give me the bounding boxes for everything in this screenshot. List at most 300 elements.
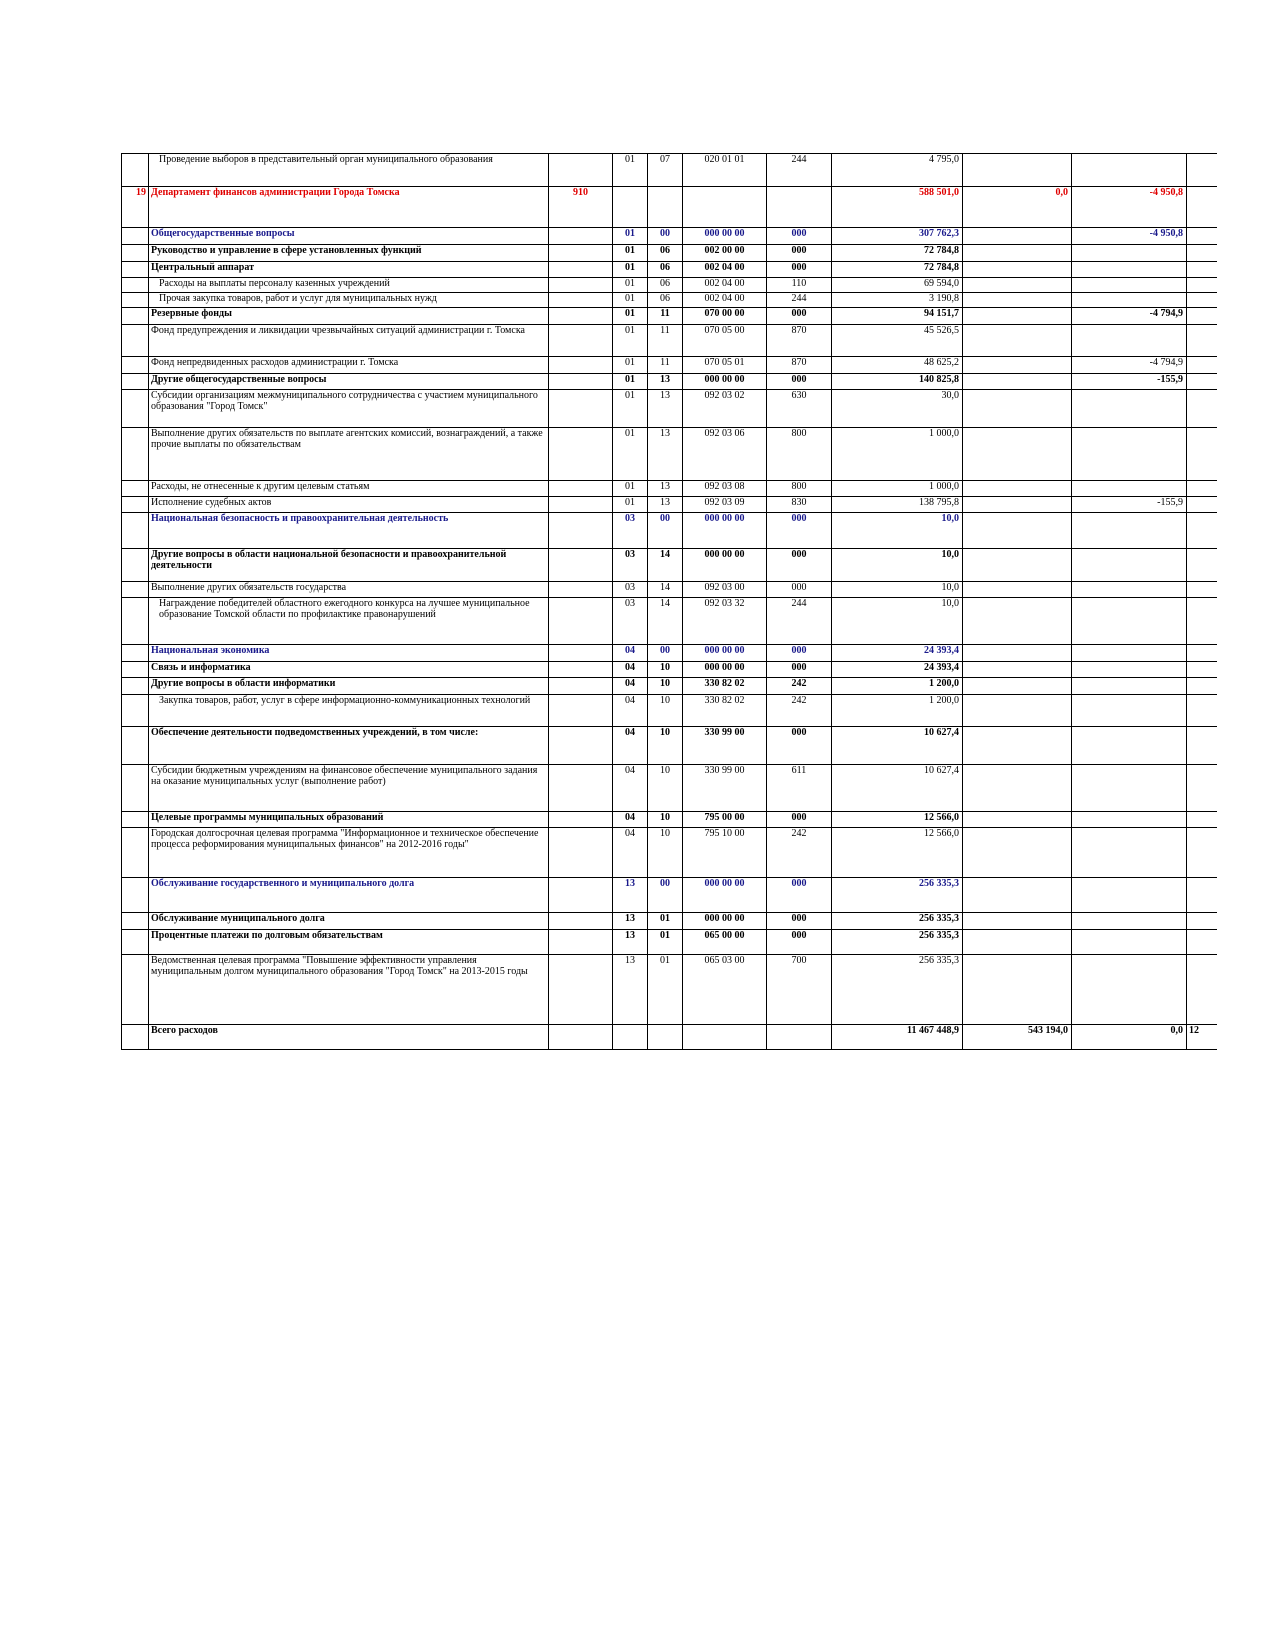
row-change-2 (1072, 828, 1187, 878)
row-change-2 (1072, 695, 1187, 727)
row-number (122, 325, 149, 357)
row-name: Руководство и управление в сфере установленных функций (149, 245, 549, 262)
budget-table (121, 153, 1217, 1050)
row-target-article: 000 00 00 (683, 228, 767, 245)
row-ved-code (549, 293, 613, 308)
row-name: Фонд непредвиденных расходов администрации г. Томска (149, 357, 549, 374)
row-target-article: 330 99 00 (683, 727, 767, 765)
row-section-code: 01 (613, 154, 648, 187)
row-number (122, 154, 149, 187)
table-row (122, 930, 1217, 955)
row-target-article (683, 1025, 767, 1050)
row-section-code: 01 (613, 428, 648, 481)
row-number (122, 598, 149, 645)
row-subsection-code (648, 187, 683, 228)
row-expense-type: 830 (767, 497, 832, 513)
row-name: Субсидии организациям межмуниципального сотрудничества с участием муниципального образования "Город Томск" (149, 390, 549, 428)
row-number (122, 245, 149, 262)
row-name: Городская долгосрочная целевая программа "Информационное и техническое обеспечение процесса реформирования муниципальных финансов" на 2012-2016 годы" (149, 828, 549, 878)
row-name: Награждение победителей областного ежегодного конкурса на лучшее муниципальное образование Томской области по профилактике правонарушений (149, 598, 549, 645)
row-amount: 11 467 448,9 (832, 1025, 963, 1050)
row-name: Департамент финансов администрации Города Томска (149, 187, 549, 228)
row-amount: 69 594,0 (832, 278, 963, 293)
row-amount: 307 762,3 (832, 228, 963, 245)
row-subsection-code: 13 (648, 428, 683, 481)
row-ved-code (549, 513, 613, 549)
row-subsection-code: 01 (648, 913, 683, 930)
row-target-article: 330 99 00 (683, 765, 767, 812)
row-change-2 (1072, 955, 1187, 1025)
row-change-1 (963, 955, 1072, 1025)
row-number (122, 678, 149, 695)
row-change-2 (1072, 428, 1187, 481)
row-change-2: 0,0 (1072, 1025, 1187, 1050)
row-subsection-code: 11 (648, 308, 683, 325)
row-target-article: 065 03 00 (683, 955, 767, 1025)
row-number (122, 374, 149, 390)
row-subsection-code: 10 (648, 727, 683, 765)
row-number (122, 428, 149, 481)
table-row (122, 513, 1217, 549)
row-ved-code (549, 765, 613, 812)
row-subsection-code: 10 (648, 765, 683, 812)
row-name: Всего расходов (149, 1025, 549, 1050)
row-ved-code (549, 812, 613, 828)
table-row (122, 497, 1217, 513)
row-amount: 24 393,4 (832, 645, 963, 662)
row-ved-code (549, 481, 613, 497)
row-amount: 256 335,3 (832, 878, 963, 913)
row-section-code: 01 (613, 293, 648, 308)
table-row (122, 262, 1217, 278)
row-change-2 (1072, 582, 1187, 598)
row-expense-type: 000 (767, 662, 832, 678)
row-amount: 45 526,5 (832, 325, 963, 357)
row-change-1 (963, 930, 1072, 955)
row-name: Выполнение других обязательств государства (149, 582, 549, 598)
row-number (122, 1025, 149, 1050)
table-row (122, 727, 1217, 765)
row-change-3 (1187, 228, 1217, 245)
row-section-code: 04 (613, 727, 648, 765)
row-change-2: -155,9 (1072, 374, 1187, 390)
row-ved-code (549, 390, 613, 428)
table-row (122, 582, 1217, 598)
row-expense-type: 244 (767, 293, 832, 308)
row-section-code: 03 (613, 582, 648, 598)
row-number (122, 278, 149, 293)
row-number (122, 513, 149, 549)
table-row (122, 308, 1217, 325)
row-change-1 (963, 293, 1072, 308)
row-ved-code (549, 727, 613, 765)
row-change-1 (963, 325, 1072, 357)
row-ved-code (549, 662, 613, 678)
row-section-code: 01 (613, 390, 648, 428)
row-amount: 10,0 (832, 549, 963, 582)
row-number (122, 308, 149, 325)
row-target-article: 000 00 00 (683, 645, 767, 662)
row-amount: 12 566,0 (832, 828, 963, 878)
row-amount: 72 784,8 (832, 245, 963, 262)
row-ved-code (549, 325, 613, 357)
table-row (122, 228, 1217, 245)
row-change-1 (963, 582, 1072, 598)
row-subsection-code: 11 (648, 357, 683, 374)
row-amount: 24 393,4 (832, 662, 963, 678)
row-section-code: 04 (613, 828, 648, 878)
row-section-code: 01 (613, 481, 648, 497)
row-change-3 (1187, 374, 1217, 390)
row-amount: 140 825,8 (832, 374, 963, 390)
row-change-1 (963, 662, 1072, 678)
row-change-3 (1187, 645, 1217, 662)
table-row (122, 374, 1217, 390)
row-number (122, 727, 149, 765)
row-change-2 (1072, 481, 1187, 497)
row-change-1 (963, 598, 1072, 645)
row-expense-type: 870 (767, 325, 832, 357)
table-row (122, 154, 1217, 187)
row-amount: 48 625,2 (832, 357, 963, 374)
row-change-3 (1187, 662, 1217, 678)
row-name: Другие вопросы в области информатики (149, 678, 549, 695)
row-subsection-code: 13 (648, 481, 683, 497)
row-change-3 (1187, 955, 1217, 1025)
row-amount: 94 151,7 (832, 308, 963, 325)
row-name: Центральный аппарат (149, 262, 549, 278)
row-change-2 (1072, 293, 1187, 308)
table-row (122, 481, 1217, 497)
row-change-2 (1072, 278, 1187, 293)
row-expense-type: 000 (767, 228, 832, 245)
row-number (122, 695, 149, 727)
row-number (122, 878, 149, 913)
row-change-2 (1072, 549, 1187, 582)
row-change-1 (963, 549, 1072, 582)
row-change-2 (1072, 678, 1187, 695)
table-row (122, 245, 1217, 262)
row-target-article: 330 82 02 (683, 678, 767, 695)
table-row (122, 278, 1217, 293)
row-expense-type (767, 1025, 832, 1050)
row-section-code (613, 1025, 648, 1050)
row-change-2 (1072, 245, 1187, 262)
row-subsection-code: 10 (648, 695, 683, 727)
row-change-2: -4 950,8 (1072, 187, 1187, 228)
row-target-article: 002 04 00 (683, 293, 767, 308)
row-subsection-code: 13 (648, 374, 683, 390)
row-expense-type: 242 (767, 678, 832, 695)
row-section-code: 13 (613, 930, 648, 955)
row-ved-code (549, 228, 613, 245)
row-change-2 (1072, 598, 1187, 645)
row-ved-code (549, 598, 613, 645)
row-section-code: 01 (613, 374, 648, 390)
row-target-article: 092 03 06 (683, 428, 767, 481)
row-amount: 1 200,0 (832, 695, 963, 727)
row-change-3 (1187, 582, 1217, 598)
row-expense-type: 000 (767, 582, 832, 598)
row-section-code: 04 (613, 695, 648, 727)
row-ved-code (549, 154, 613, 187)
row-number (122, 955, 149, 1025)
row-name: Общегосударственные вопросы (149, 228, 549, 245)
row-change-2 (1072, 913, 1187, 930)
row-section-code (613, 187, 648, 228)
row-name: Национальная безопасность и правоохранительная деятельность (149, 513, 549, 549)
row-change-2 (1072, 262, 1187, 278)
row-change-3 (1187, 278, 1217, 293)
row-change-1 (963, 765, 1072, 812)
row-section-code: 04 (613, 812, 648, 828)
row-change-2 (1072, 812, 1187, 828)
row-section-code: 01 (613, 497, 648, 513)
row-amount: 30,0 (832, 390, 963, 428)
row-change-2 (1072, 727, 1187, 765)
row-name: Исполнение судебных актов (149, 497, 549, 513)
row-amount: 3 190,8 (832, 293, 963, 308)
row-target-article: 020 01 01 (683, 154, 767, 187)
row-ved-code (549, 374, 613, 390)
row-change-3 (1187, 727, 1217, 765)
row-change-1 (963, 262, 1072, 278)
row-section-code: 13 (613, 913, 648, 930)
row-change-2 (1072, 930, 1187, 955)
row-name: Фонд предупреждения и ликвидации чрезвычайных ситуаций администрации г. Томска (149, 325, 549, 357)
row-change-2: -155,9 (1072, 497, 1187, 513)
row-subsection-code: 06 (648, 278, 683, 293)
row-change-3 (1187, 262, 1217, 278)
table-row (122, 812, 1217, 828)
row-expense-type: 000 (767, 549, 832, 582)
row-name: Обеспечение деятельности подведомственных учреждений, в том числе: (149, 727, 549, 765)
table-row (122, 913, 1217, 930)
row-target-article: 795 00 00 (683, 812, 767, 828)
row-change-1 (963, 497, 1072, 513)
row-expense-type (767, 187, 832, 228)
row-number (122, 582, 149, 598)
row-expense-type: 000 (767, 308, 832, 325)
row-target-article: 000 00 00 (683, 878, 767, 913)
row-change-2 (1072, 645, 1187, 662)
row-subsection-code: 14 (648, 598, 683, 645)
row-change-1 (963, 154, 1072, 187)
row-name: Другие вопросы в области национальной безопасности и правоохранительной деятельности (149, 549, 549, 582)
row-change-1 (963, 727, 1072, 765)
row-amount: 256 335,3 (832, 913, 963, 930)
row-name: Национальная экономика (149, 645, 549, 662)
row-change-2: -4 794,9 (1072, 308, 1187, 325)
row-expense-type: 244 (767, 598, 832, 645)
row-change-1 (963, 678, 1072, 695)
table-row (122, 662, 1217, 678)
row-name: Ведомственная целевая программа "Повышение эффективности управления муниципальным долгом муниципального образования "Город Томск" на 2013-2015 годы (149, 955, 549, 1025)
row-ved-code (549, 549, 613, 582)
row-target-article: 092 03 09 (683, 497, 767, 513)
row-ved-code (549, 278, 613, 293)
budget-rows (122, 154, 1217, 1050)
row-target-article (683, 187, 767, 228)
row-section-code: 04 (613, 662, 648, 678)
row-change-3 (1187, 245, 1217, 262)
row-target-article: 000 00 00 (683, 913, 767, 930)
row-target-article: 092 03 00 (683, 582, 767, 598)
row-change-3 (1187, 828, 1217, 878)
row-amount: 10,0 (832, 598, 963, 645)
row-name: Связь и информатика (149, 662, 549, 678)
row-section-code: 01 (613, 325, 648, 357)
row-expense-type: 110 (767, 278, 832, 293)
row-change-1 (963, 357, 1072, 374)
row-ved-code (549, 913, 613, 930)
row-change-1 (963, 228, 1072, 245)
row-change-3 (1187, 481, 1217, 497)
row-ved-code (549, 1025, 613, 1050)
row-ved-code (549, 497, 613, 513)
row-change-2: -4 950,8 (1072, 228, 1187, 245)
table-row (122, 678, 1217, 695)
row-change-2 (1072, 325, 1187, 357)
row-target-article: 092 03 08 (683, 481, 767, 497)
row-change-3 (1187, 357, 1217, 374)
row-change-3 (1187, 878, 1217, 913)
row-name: Обслуживание муниципального долга (149, 913, 549, 930)
row-expense-type: 000 (767, 812, 832, 828)
row-expense-type: 000 (767, 374, 832, 390)
row-change-1 (963, 278, 1072, 293)
row-change-1 (963, 878, 1072, 913)
row-target-article: 002 00 00 (683, 245, 767, 262)
row-change-3 (1187, 930, 1217, 955)
row-expense-type: 700 (767, 955, 832, 1025)
row-target-article: 000 00 00 (683, 662, 767, 678)
row-ved-code (549, 695, 613, 727)
row-section-code: 13 (613, 878, 648, 913)
row-subsection-code: 10 (648, 678, 683, 695)
table-row (122, 428, 1217, 481)
row-number (122, 357, 149, 374)
row-expense-type: 000 (767, 727, 832, 765)
row-name: Проведение выборов в представительный орган муниципального образования (149, 154, 549, 187)
row-expense-type: 800 (767, 481, 832, 497)
row-name: Выполнение других обязательств по выплате агентских комиссий, вознаграждений, а также прочие выплаты по обязательствам (149, 428, 549, 481)
table-row (122, 765, 1217, 812)
row-section-code: 01 (613, 245, 648, 262)
row-change-1: 543 194,0 (963, 1025, 1072, 1050)
row-change-1 (963, 308, 1072, 325)
row-subsection-code: 01 (648, 955, 683, 1025)
row-subsection-code: 14 (648, 582, 683, 598)
row-ved-code (549, 930, 613, 955)
row-amount: 72 784,8 (832, 262, 963, 278)
table-row (122, 828, 1217, 878)
row-amount: 1 000,0 (832, 428, 963, 481)
row-amount: 256 335,3 (832, 955, 963, 1025)
row-expense-type: 000 (767, 913, 832, 930)
row-target-article: 795 10 00 (683, 828, 767, 878)
row-subsection-code: 10 (648, 662, 683, 678)
row-ved-code (549, 828, 613, 878)
row-change-1 (963, 481, 1072, 497)
row-change-1 (963, 695, 1072, 727)
row-amount: 588 501,0 (832, 187, 963, 228)
row-target-article: 000 00 00 (683, 549, 767, 582)
row-expense-type: 000 (767, 513, 832, 549)
row-subsection-code: 13 (648, 497, 683, 513)
row-ved-code (549, 645, 613, 662)
row-name: Целевые программы муниципальных образований (149, 812, 549, 828)
row-target-article: 070 05 00 (683, 325, 767, 357)
table-row (122, 1025, 1217, 1050)
row-name: Резервные фонды (149, 308, 549, 325)
row-ved-code (549, 428, 613, 481)
row-number (122, 228, 149, 245)
row-amount: 256 335,3 (832, 930, 963, 955)
table-row (122, 598, 1217, 645)
row-change-2 (1072, 513, 1187, 549)
row-change-3 (1187, 765, 1217, 812)
row-subsection-code: 00 (648, 878, 683, 913)
row-expense-type: 000 (767, 645, 832, 662)
row-amount: 12 566,0 (832, 812, 963, 828)
row-change-1 (963, 828, 1072, 878)
row-change-1 (963, 513, 1072, 549)
row-change-3 (1187, 549, 1217, 582)
row-number (122, 662, 149, 678)
row-ved-code: 910 (549, 187, 613, 228)
row-amount: 10 627,4 (832, 727, 963, 765)
row-target-article: 000 00 00 (683, 513, 767, 549)
row-name: Закупка товаров, работ, услуг в сфере информационно-коммуникационных технологий (149, 695, 549, 727)
row-number (122, 390, 149, 428)
row-name: Субсидии бюджетным учреждениям на финансовое обеспечение муниципального задания на оказание муниципальных услуг (выполнение работ) (149, 765, 549, 812)
row-number (122, 913, 149, 930)
row-number (122, 481, 149, 497)
row-amount: 10,0 (832, 513, 963, 549)
row-change-1 (963, 245, 1072, 262)
row-change-3 (1187, 325, 1217, 357)
row-subsection-code (648, 1025, 683, 1050)
row-expense-type: 000 (767, 262, 832, 278)
row-name: Обслуживание государственного и муниципального долга (149, 878, 549, 913)
row-target-article: 002 04 00 (683, 278, 767, 293)
row-change-3 (1187, 598, 1217, 645)
row-ved-code (549, 678, 613, 695)
table-row (122, 645, 1217, 662)
row-change-3 (1187, 497, 1217, 513)
table-row (122, 549, 1217, 582)
row-amount: 4 795,0 (832, 154, 963, 187)
row-expense-type: 800 (767, 428, 832, 481)
row-change-3 (1187, 293, 1217, 308)
row-section-code: 13 (613, 955, 648, 1025)
row-subsection-code: 07 (648, 154, 683, 187)
row-target-article: 070 05 01 (683, 357, 767, 374)
row-name: Прочая закупка товаров, работ и услуг для муниципальных нужд (149, 293, 549, 308)
row-name: Процентные платежи по долговым обязательствам (149, 930, 549, 955)
row-change-3 (1187, 513, 1217, 549)
row-subsection-code: 00 (648, 228, 683, 245)
row-subsection-code: 10 (648, 828, 683, 878)
row-section-code: 04 (613, 645, 648, 662)
row-section-code: 01 (613, 228, 648, 245)
row-subsection-code: 13 (648, 390, 683, 428)
row-change-2: -4 794,9 (1072, 357, 1187, 374)
row-change-1 (963, 645, 1072, 662)
row-section-code: 01 (613, 278, 648, 293)
row-amount: 1 000,0 (832, 481, 963, 497)
